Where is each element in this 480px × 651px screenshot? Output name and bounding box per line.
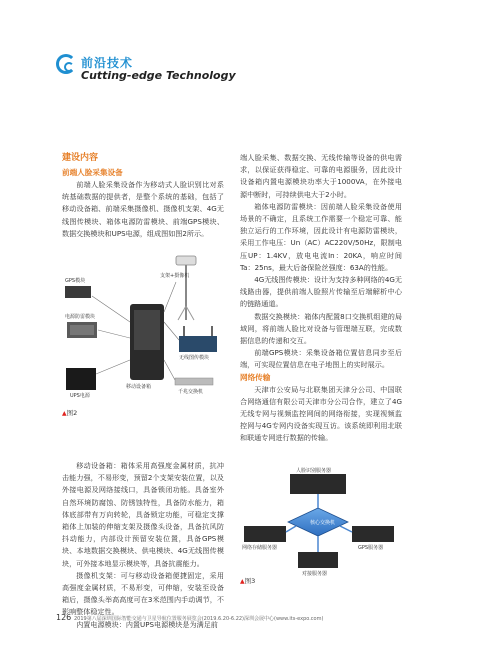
section-title-en: Cutting-edge Technology [81,69,236,82]
paragraph-1: 前端人脸采集设备作为移动式人脸识别比对系统基础数据的提供者，是整个系统的基础，包括了移动设备箱、前端采集摄像机、摄像机支架、4G无线图传模块、箱体电源防雷模块、前端GPS模块、数据交换模块和UPS电源，组成图如图2所示。 [62,180,224,238]
figure-3-label-core: 核心交换机 [310,520,336,526]
paragraph-7: 4G无线图传模块：设计为支持多种网络的4G无线路由器，提供前端人脸照片传输至后端解析中心的链路通道。 [240,275,402,309]
paragraph-3: 摄像机支架：可与移动设备箱便捷固定，采用高强度金属材质，不易形变，可伸缩，安装至设备箱后，摄像头举高高度可在3米范围内手动调节，不影响整体稳定性。 [62,570,224,617]
left-column-top [62,152,224,240]
footer-text: 2019第八届深圳国际智能交通与卫星导航位置服务展览会(2019.6.20-6.22)深圳会展中心(www.its-expo.com) [74,616,324,622]
figure-3-label-client: 对接服务器 [302,571,328,577]
paragraph-5: 端人脸采集、数据交换、无线传输等设备的供电需求，以保证获得稳定、可靠的电源服务，因此设计设备箱内置电源模块功率大于1000VA，在外接电源中断时，可持续供电大于2小时。 [240,153,402,199]
figure-2 [62,252,224,430]
figure-2-label-switch: 千兆交换机 [178,389,204,395]
caption-marker-icon: ▲ [62,410,67,417]
paragraph-2: 移动设备箱：箱体采用高强度金属材质，抗冲击能力强，不易形变，预留2个支架安装位置，以及外接电源及网络接线口，具备锁闭功能。具备室外自然环境防腐蚀、防锈蚀特性，具备防水能力，箱体底部带有万向转轮，具备锁定功能，可稳定支撑箱体上加装的伸缩支架及摄像头设备，具备抗风防抖动能力，内部设计预留安装位置，具备GPS模块、本地数据交换模块、供电模块、4G无线图传模块，可外接本地显示模块等，具备抗震能力。 [62,461,224,568]
figure-2-label-gps: GPS模块 [65,278,86,284]
figure-3-caption [240,576,255,585]
paragraph-6: 箱体电源防雷模块：因前端人脸采集设备使用场景的不确定，且系统工作需要一个稳定可靠、能独立运行的工作环境，因此设计有电源防雷模块，采用工作电压：Un（AC）AC220V/50Hz，限制电压UP：1.4KV，放电电流In：20KA，响应时间Ta：25ns，最大后备保险丝强度：63A的性能。 [240,201,402,272]
figure-2-label-ups: UPS电源 [70,393,90,399]
left-column-bottom [62,460,224,631]
figure-2-label-case: 移动设备箱 [126,384,152,390]
page-footer [56,614,436,624]
figure-2-caption-text: 图2 [66,409,78,417]
figure-3-label-gps-server: GPS服务器 [358,545,384,551]
section-title-cn: 前沿技术 [81,56,134,70]
figure-3-label-server-top: 人脸识别服务器 [296,468,332,474]
figure-3-label-nvr: 网络存储服务器 [242,545,278,551]
section-logo-icon [56,54,76,74]
subheading-front-end: 前端人脸采集设备 [62,168,123,177]
caption-marker-icon: ▲ [240,578,245,585]
paragraph-4: 内置电源模块：内置UPS电源模块是为满足前 [76,619,218,629]
figure-2-label-bracket: 支架+摄像机 [160,273,190,279]
figure-2-illustration [62,252,224,430]
section-header [56,54,256,88]
figure-2-label-router: 无线图传模块 [179,355,210,361]
figure-3-caption-text: 图3 [244,577,256,585]
right-column-top [240,152,402,445]
article-heading: 建设内容 [62,153,99,163]
figure-3 [240,466,402,584]
figure-2-label-power: 电源防雷模块 [65,314,96,320]
page-number: 126 [56,613,72,622]
paragraph-10: 天津市公安局与北联集团天津分公司、中国联合网络通信有限公司天津市分公司合作，建立了4G无线专网与视频监控网间的网络衔接，实现视频监控网与4G专网内设备实现互访。该系统即利用北联和联通专网进行数据的传输。 [240,384,402,443]
subheading-network: 网络传输 [240,372,271,382]
figure-2-caption [62,408,77,417]
paragraph-8: 数据交换模块：箱体内配置8口交换机组建的局域网，将前端人脸比对设备与管理端互联，完成数据信息的传递和交互。 [240,311,402,346]
paragraph-9: 前端GPS模块：采集设备箱位置信息同步至后端，可实现位置信息在电子地图上的实时展示。 [240,348,402,370]
